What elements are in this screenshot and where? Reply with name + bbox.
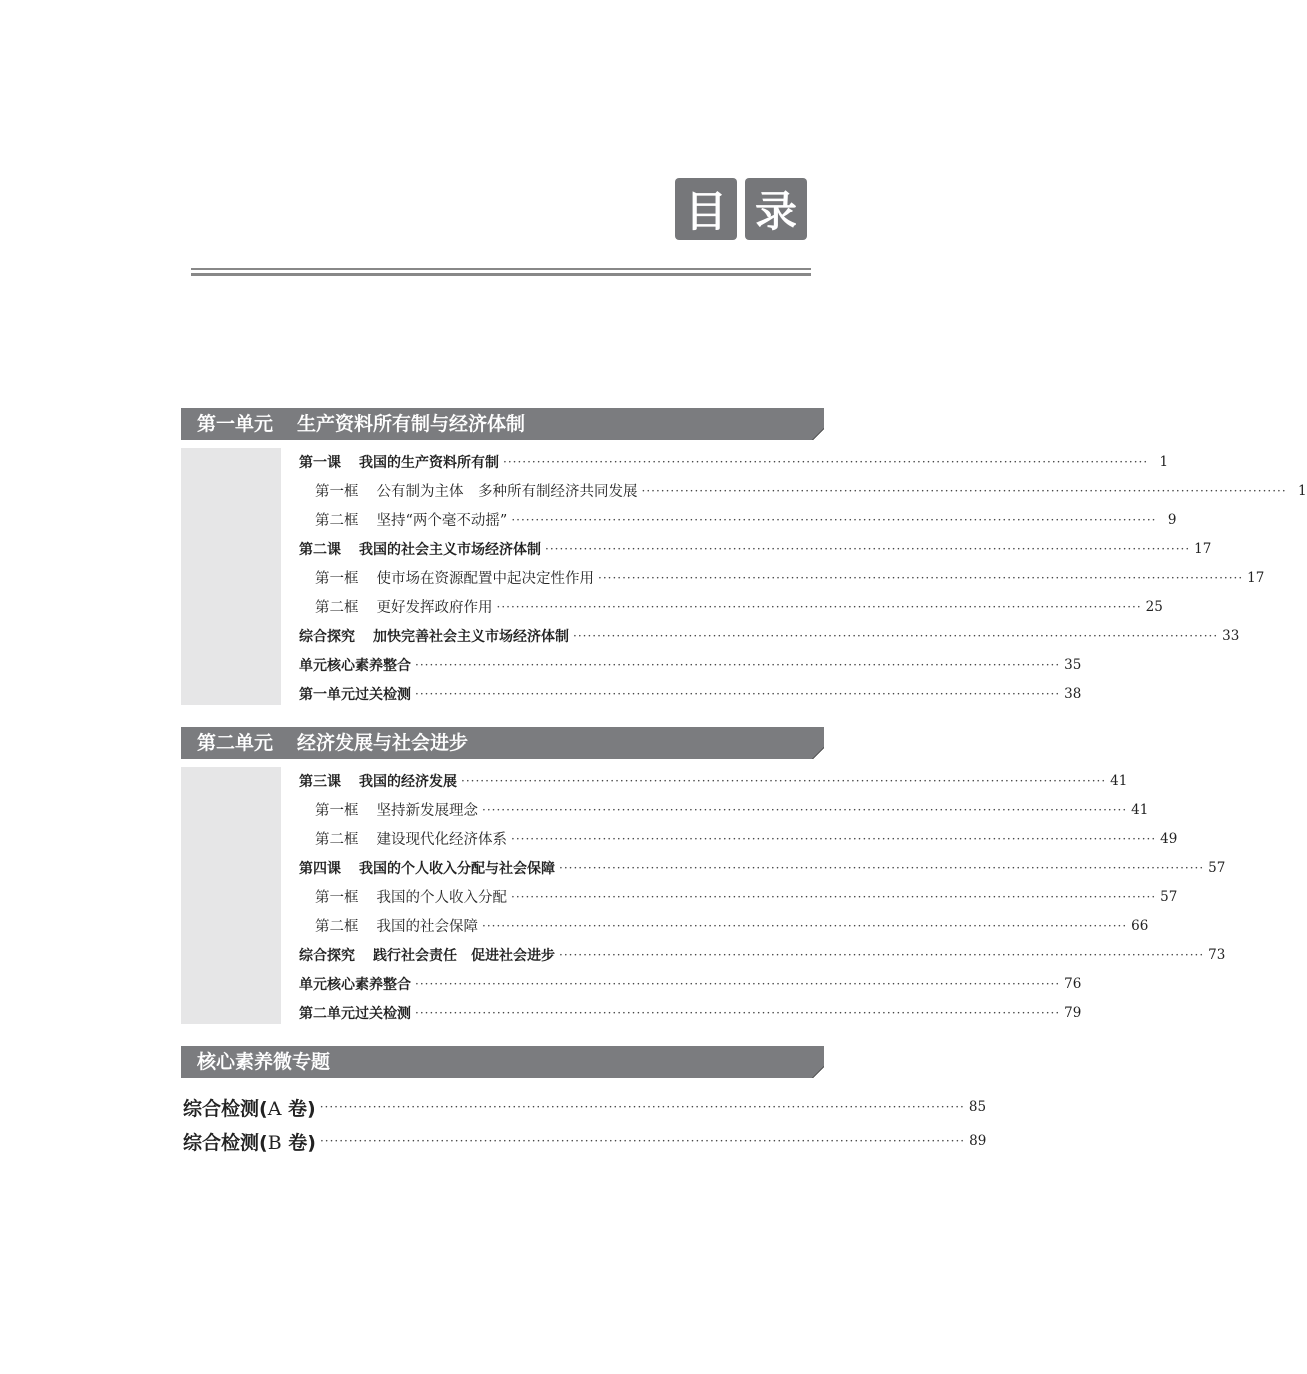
leader-dots: ······································································································································ bbox=[511, 512, 1157, 527]
entry-label: 第一框 bbox=[315, 803, 359, 819]
toc-entry-inquiry[interactable] bbox=[299, 940, 1226, 969]
entry-label: 第四课 bbox=[299, 860, 341, 877]
corner-fold-line bbox=[812, 747, 824, 759]
entry-label: 第二框 bbox=[315, 513, 359, 529]
entry-label: 第二单元过关检测 bbox=[299, 1005, 411, 1022]
toc-entry-frame[interactable] bbox=[299, 882, 1178, 911]
toc-entry-frame[interactable] bbox=[299, 563, 1265, 592]
toc-entry-frame[interactable] bbox=[299, 911, 1149, 940]
toc-entry-integration[interactable] bbox=[299, 650, 1082, 679]
toc-entry-inquiry[interactable] bbox=[299, 621, 1240, 650]
unit-2-header bbox=[181, 727, 824, 759]
leader-dots: ······································································································································ bbox=[598, 570, 1244, 585]
entry-title: 我国的经济发展 bbox=[359, 773, 457, 790]
leader-dots: ······································································································································ bbox=[511, 889, 1157, 904]
unit-1-header bbox=[181, 408, 824, 440]
entry-label: 第一框 bbox=[315, 571, 359, 587]
leader-dots: ······································································································································ bbox=[482, 802, 1128, 817]
corner-fold-line bbox=[812, 428, 824, 440]
toc-entry-lesson-1[interactable] bbox=[299, 447, 1169, 476]
entry-title: 建设现代化经济体系 bbox=[376, 832, 507, 848]
toc-entry-lesson-4[interactable] bbox=[299, 853, 1226, 882]
toc-entry-frame[interactable] bbox=[299, 505, 1177, 534]
entry-label: 单元核心素养整合 bbox=[299, 976, 411, 993]
leader-dots: ······································································································································ bbox=[415, 686, 1061, 701]
page-number: 79 bbox=[1064, 1004, 1082, 1021]
entry-title: 我国的社会保障 bbox=[376, 919, 478, 935]
unit-1-name: 生产资料所有制与经济体制 bbox=[297, 413, 526, 435]
page-number: 17 bbox=[1194, 540, 1212, 557]
entry-title: 坚持“两个毫不动摇” bbox=[376, 513, 508, 529]
toc-entry-unit-test[interactable] bbox=[299, 679, 1082, 708]
leader-dots: ······································································································································ bbox=[641, 483, 1287, 498]
unit-1-sidebar bbox=[181, 448, 281, 705]
entry-title: 我国的个人收入分配 bbox=[376, 890, 507, 906]
toc-entry-frame[interactable] bbox=[299, 592, 1163, 621]
page-number: 38 bbox=[1064, 685, 1082, 702]
test-suffix: 卷) bbox=[281, 1097, 316, 1120]
test-prefix: 综合检测( bbox=[183, 1097, 268, 1120]
title-char-box: 目 bbox=[675, 178, 737, 240]
entry-title: 践行社会责任 促进社会进步 bbox=[373, 947, 555, 964]
page-number: 66 bbox=[1131, 917, 1149, 934]
title-divider-thin bbox=[191, 268, 811, 270]
toc-entry-frame[interactable] bbox=[299, 795, 1149, 824]
toc-title bbox=[675, 178, 807, 240]
entry-label: 第二课 bbox=[299, 541, 341, 558]
page-number: 17 bbox=[1247, 569, 1265, 586]
test-suffix: 卷) bbox=[281, 1131, 316, 1154]
leader-dots: ······································································································································ bbox=[559, 947, 1205, 962]
page-number: 57 bbox=[1160, 888, 1178, 905]
entry-label: 第二框 bbox=[315, 919, 359, 935]
test-letter: A bbox=[267, 1097, 282, 1120]
special-topic-title: 核心素养微专题 bbox=[197, 1051, 331, 1073]
entry-label: 第一单元过关检测 bbox=[299, 686, 411, 703]
page-number: 9 bbox=[1167, 511, 1177, 528]
toc-entry-frame[interactable] bbox=[299, 476, 1307, 505]
entry-title: 加快完善社会主义市场经济体制 bbox=[373, 628, 569, 645]
leader-dots: ······································································································································ bbox=[415, 657, 1061, 672]
page-number: 1 bbox=[1298, 482, 1307, 499]
page-number: 73 bbox=[1208, 946, 1226, 963]
leader-dots: ······································································································································ bbox=[482, 918, 1128, 933]
entry-label: 综合探究 bbox=[299, 628, 355, 645]
toc-entry-lesson-2[interactable] bbox=[299, 534, 1212, 563]
leader-dots: ······································································································································ bbox=[559, 860, 1205, 875]
toc-entry-integration[interactable] bbox=[299, 969, 1082, 998]
leader-dots: ······································································································································ bbox=[545, 541, 1191, 556]
unit-1-number: 第一单元 bbox=[197, 413, 274, 435]
leader-dots: ······································································································································ bbox=[319, 1134, 966, 1148]
title-divider-thick bbox=[191, 273, 811, 276]
page-number: 85 bbox=[968, 1099, 987, 1115]
entry-label: 第一课 bbox=[299, 454, 341, 471]
unit-1-toc bbox=[299, 447, 1307, 708]
entry-title: 我国的社会主义市场经济体制 bbox=[359, 541, 541, 558]
page-number: 76 bbox=[1064, 975, 1082, 992]
toc-entry-test-a[interactable] bbox=[183, 1090, 987, 1124]
entry-title: 我国的个人收入分配与社会保障 bbox=[359, 860, 555, 877]
leader-dots: ······································································································································ bbox=[415, 976, 1061, 991]
leader-dots: ······································································································································ bbox=[461, 773, 1107, 788]
entry-title: 公有制为主体 多种所有制经济共同发展 bbox=[376, 484, 638, 500]
toc-entry-frame[interactable] bbox=[299, 824, 1178, 853]
leader-dots: ······································································································································ bbox=[319, 1100, 965, 1114]
page-number: 35 bbox=[1064, 656, 1082, 673]
special-topic-header bbox=[181, 1046, 824, 1078]
leader-dots: ······································································································································ bbox=[496, 599, 1142, 614]
page-number: 1 bbox=[1159, 453, 1169, 470]
leader-dots: ······································································································································ bbox=[573, 628, 1219, 643]
corner-fold-line bbox=[812, 1066, 824, 1078]
leader-dots: ······································································································································ bbox=[511, 831, 1157, 846]
entry-title: 更好发挥政府作用 bbox=[376, 600, 493, 616]
leader-dots: ······································································································································ bbox=[415, 1005, 1061, 1020]
unit-2-name: 经济发展与社会进步 bbox=[297, 732, 469, 754]
unit-2-number: 第二单元 bbox=[197, 732, 274, 754]
entry-title: 我国的生产资料所有制 bbox=[359, 454, 499, 471]
leader-dots: ······································································································································ bbox=[503, 454, 1149, 469]
entry-label: 第二框 bbox=[315, 600, 359, 616]
unit-2-sidebar bbox=[181, 767, 281, 1024]
toc-entry-lesson-3[interactable] bbox=[299, 766, 1128, 795]
entry-label: 第一框 bbox=[315, 890, 359, 906]
page-number: 33 bbox=[1222, 627, 1240, 644]
entry-title: 坚持新发展理念 bbox=[376, 803, 478, 819]
entry-label: 综合探究 bbox=[299, 947, 355, 964]
page-number: 89 bbox=[969, 1133, 987, 1149]
entry-label: 第二框 bbox=[315, 832, 359, 848]
entry-title: 使市场在资源配置中起决定性作用 bbox=[376, 571, 594, 587]
final-tests bbox=[183, 1090, 987, 1158]
test-prefix: 综合检测( bbox=[183, 1131, 268, 1154]
toc-entry-unit-test[interactable] bbox=[299, 998, 1082, 1027]
test-letter: B bbox=[267, 1131, 282, 1154]
entry-label: 第一框 bbox=[315, 484, 359, 500]
toc-entry-test-b[interactable] bbox=[183, 1124, 987, 1158]
page-number: 57 bbox=[1208, 859, 1226, 876]
page-number: 25 bbox=[1145, 598, 1163, 615]
unit-2-toc bbox=[299, 766, 1226, 1027]
entry-label: 单元核心素养整合 bbox=[299, 657, 411, 674]
page-number: 41 bbox=[1131, 801, 1149, 818]
entry-label: 第三课 bbox=[299, 773, 341, 790]
page-number: 41 bbox=[1110, 772, 1128, 789]
title-char-box: 录 bbox=[745, 178, 807, 240]
page-number: 49 bbox=[1160, 830, 1178, 847]
